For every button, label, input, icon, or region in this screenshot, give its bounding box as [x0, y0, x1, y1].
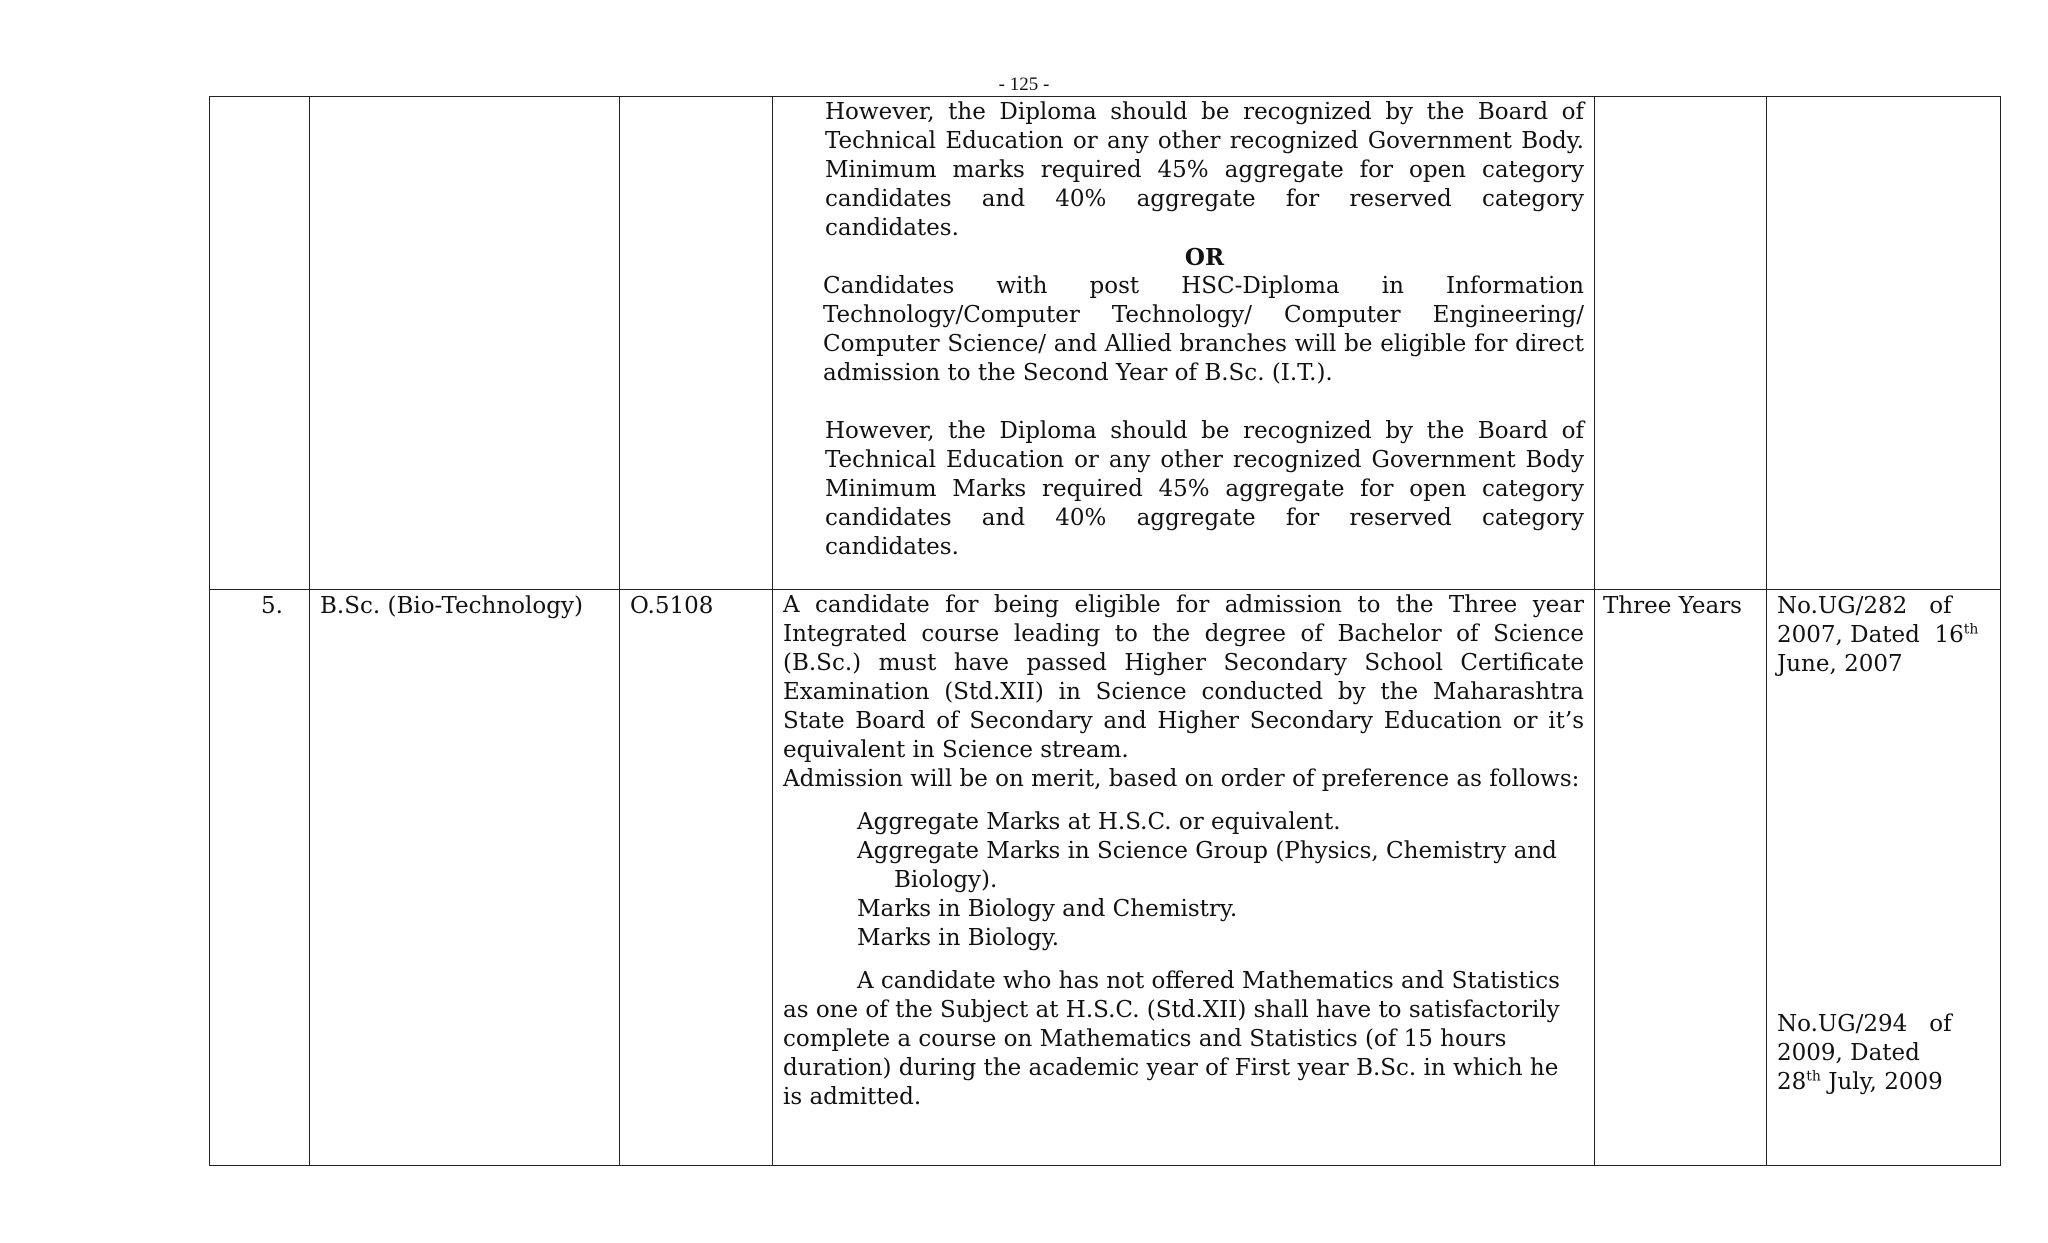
eligibility-table: [209, 96, 2001, 1166]
list-item: Aggregate Marks in Science Group (Physics, Chemistry and: [857, 838, 1557, 864]
reference-cell: [1767, 97, 2001, 590]
eligibility-paragraph: Candidates with post HSC-Diploma in Information Technology/Computer Technology/ Computer Engineering/ Computer Science/ and Allied branches will be eligible for direct admission to the Second Year of B.Sc. (I.T.).: [823, 273, 1584, 386]
eligibility-paragraph: However, the Diploma should be recognized by the Board of Technical Education or any other recognized Government Body Minimum Marks required 45% aggregate for open category candidates and 40% aggregate for reserved category candidates.: [825, 418, 1584, 560]
reference-1: No.UG/282 of 2007, Dated 16th June, 2007: [1777, 593, 1979, 677]
eligibility-cell: [773, 590, 1595, 1166]
reference-2: No.UG/294 of 2009, Dated 28th July, 2009: [1777, 1011, 1952, 1095]
list-item-continuation: Biology).: [894, 867, 998, 893]
duration-cell: [1595, 97, 1767, 590]
or-separator: OR: [1184, 244, 1225, 271]
list-item: Marks in Biology.: [857, 925, 1060, 951]
ordinance-cell: [620, 97, 773, 590]
mathematics-note: A candidate who has not offered Mathematics and Statistics as one of the Subject at H.S.C. (Std.XII) shall have to satisfactorily complete a course on Mathematics and Statistics (of 15 hours duration) during the academic year of First year B.Sc. in which he is admitted.: [783, 968, 1560, 1110]
list-item: Marks in Biology and Chemistry.: [857, 896, 1238, 922]
serial-number: 5.: [210, 590, 310, 1166]
reference-cell: [1767, 590, 2001, 1166]
course-name: B.Sc. (Bio-Technology): [310, 590, 620, 1166]
eligibility-paragraph: A candidate for being eligible for admission to the Three year Integrated course leading to the degree of Bachelor of Science (B.Sc.) must have passed Higher Secondary School Certificate Examination (Std.XII) in Science conducted by the Maharashtra State Board of Secondary and Higher Secondary Education or it’s equivalent in Science stream.: [783, 592, 1584, 763]
eligibility-paragraph: Admission will be on merit, based on order of preference as follows:: [783, 766, 1580, 792]
eligibility-cell: [773, 97, 1595, 590]
serial-cell: [210, 97, 310, 590]
table-row: [210, 97, 2001, 590]
table-row: [210, 590, 2001, 1166]
eligibility-paragraph: However, the Diploma should be recognized by the Board of Technical Education or any other recognized Government Body. Minimum marks required 45% aggregate for open category candidates and 40% aggregate for reserved category candidates.: [825, 99, 1584, 241]
ordinance-number: O.5108: [620, 590, 773, 1166]
page-number: - 125 -: [998, 74, 1050, 95]
course-duration: Three Years: [1595, 590, 1767, 1166]
preference-list: [783, 808, 1584, 953]
course-cell: [310, 97, 620, 590]
list-item: Aggregate Marks at H.S.C. or equivalent.: [857, 809, 1341, 835]
